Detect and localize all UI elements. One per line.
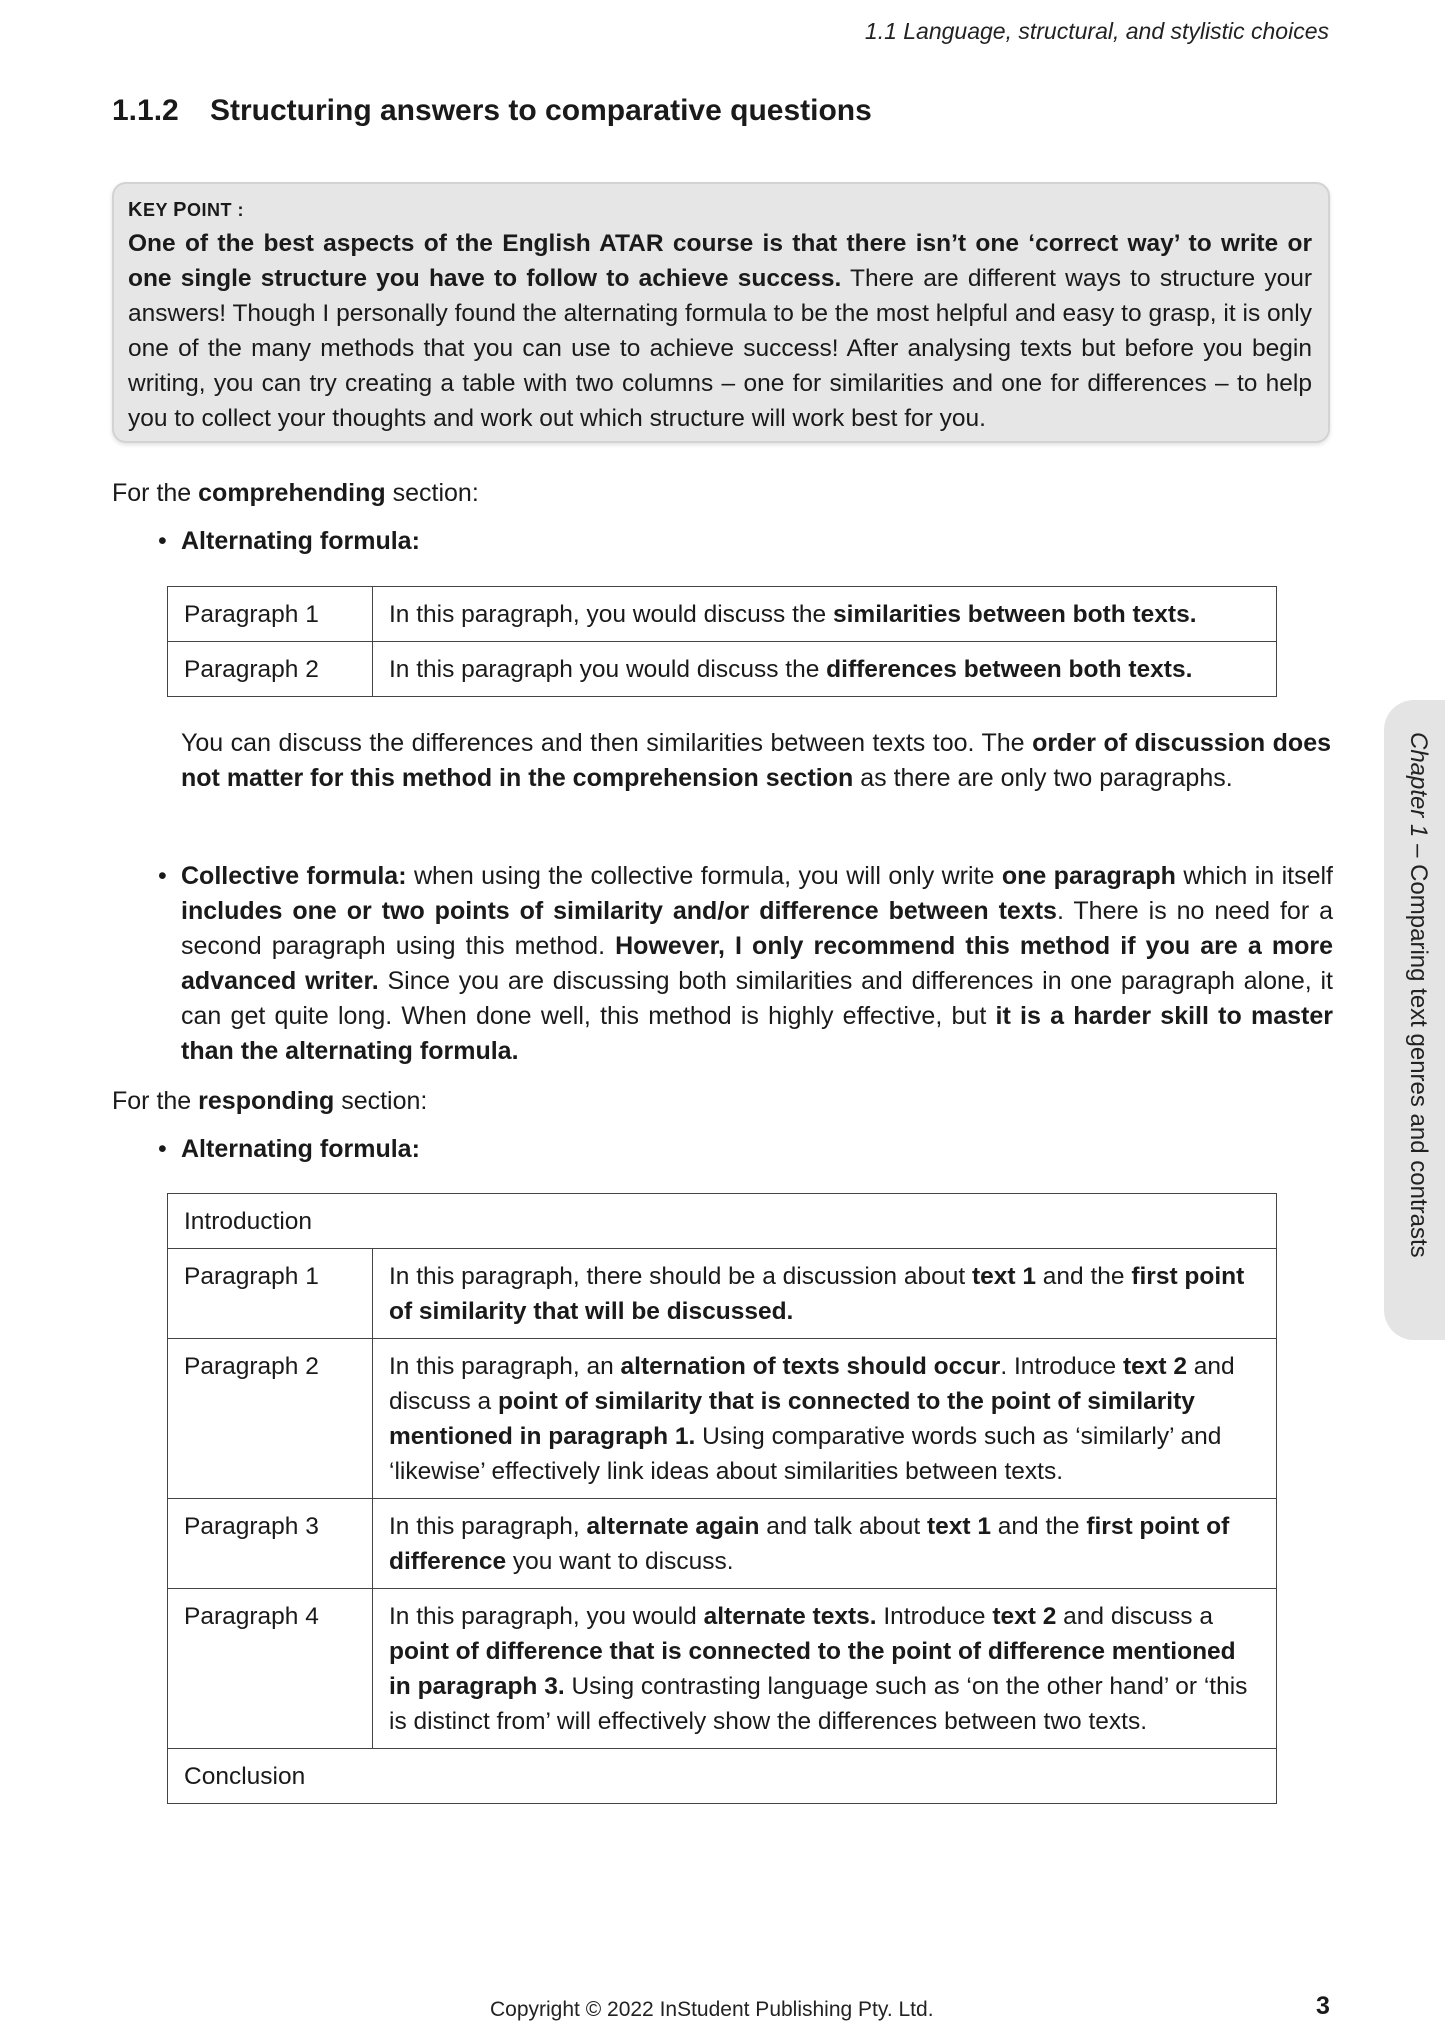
table-cell-label: Paragraph 4: [168, 1589, 373, 1749]
table-cell-introduction: Introduction: [168, 1194, 1277, 1249]
table-cell-text: In this paragraph, alternate again and talk about text 1 and the first point of difference you want to discuss.: [373, 1499, 1277, 1589]
responding-intro: For the responding section:: [112, 1087, 428, 1115]
comprehending-table: [167, 586, 1277, 697]
table-row: [168, 1249, 1277, 1339]
running-header: 1.1 Language, structural, and stylistic choices: [864, 18, 1329, 44]
table-row: [168, 1194, 1277, 1249]
table-cell-text: In this paragraph, you would discuss the similarities between both texts.: [373, 587, 1277, 642]
section-title: Structuring answers to comparative questions: [210, 94, 872, 127]
footer-copyright: Copyright © 2022 InStudent Publishing Pty. Ltd.: [490, 1998, 934, 2021]
table-row: [168, 1749, 1277, 1804]
order-note: You can discuss the differences and then similarities between texts too. The order of discussion does not matter for this method in the comprehension section as there are only two paragraphs.: [181, 729, 1332, 792]
table-cell-label: Paragraph 3: [168, 1499, 373, 1589]
table-cell-text: In this paragraph you would discuss the differences between both texts.: [373, 642, 1277, 697]
key-point-text: One of the best aspects of the English ATAR course is that there isn’t one ‘correct way’ to write or one single structure you have to follow to achieve success. There are different ways to structure your answers! Though I personally found the alternating formula to be the most helpful and easy to grasp, it is only one of the many methods that you can use to achieve success! After analysing texts but before you begin writing, you can try creating a table with two columns – one for similarities and one for differences – to help you to collect your thoughts and work out which structure will work best for you.: [128, 230, 1312, 432]
bullet-collective: • Collective formula: when using the collective formula, you will only write one paragraph which in itself includes one or two points of similarity and/or difference between texts. There is no need for a second paragraph using this method. However, I only recommend this method if you are a more advanced writer. Since you are discussing both similarities and differences in one paragraph alone, it can get quite long. When done well, this method is highly effective, but it is a harder skill to master than the alternating formula.: [160, 859, 1333, 1069]
table-cell-conclusion: Conclusion: [168, 1749, 1277, 1804]
key-point-label: KEY POINT :: [128, 199, 244, 221]
table-row: [168, 1339, 1277, 1499]
bullet-dot: •: [158, 1135, 167, 1163]
section-number: 1.1.2: [112, 94, 179, 127]
table-row: [168, 1499, 1277, 1589]
table-cell-label: Paragraph 1: [168, 587, 373, 642]
bullet-alternating-comprehending: • Alternating formula:: [160, 524, 420, 559]
table-cell-text: In this paragraph, there should be a discussion about text 1 and the first point of similarity that will be discussed.: [373, 1249, 1277, 1339]
table-cell-text: In this paragraph, an alternation of texts should occur. Introduce text 2 and discuss a point of similarity that is connected to the point of similarity mentioned in paragraph 1. Using comparative words such as ‘similarly’ and ‘likewise’ effectively link ideas about similarities between texts.: [373, 1339, 1277, 1499]
table-row: [168, 1589, 1277, 1749]
comprehending-intro: For the comprehending section:: [112, 479, 479, 507]
table-cell-label: Paragraph 2: [168, 642, 373, 697]
table-row: [168, 587, 1277, 642]
table-cell-label: Paragraph 2: [168, 1339, 373, 1499]
bullet-dot: •: [158, 862, 167, 890]
table-row: [168, 642, 1277, 697]
table-cell-label: Paragraph 1: [168, 1249, 373, 1339]
section-heading: [112, 94, 872, 128]
key-point-box: [112, 182, 1330, 443]
bullet-alternating-responding: • Alternating formula:: [160, 1132, 420, 1167]
page-number: 3: [1316, 1992, 1330, 2020]
responding-table: [167, 1193, 1277, 1804]
table-cell-text: In this paragraph, you would alternate texts. Introduce text 2 and discuss a point of difference that is connected to the point of difference mentioned in paragraph 3. Using contrasting language such as ‘on the other hand’ or ‘this is distinct from’ will effectively show the differences between two texts.: [373, 1589, 1277, 1749]
chapter-side-tab-label: Chapter 1 – Comparing text genres and contrasts: [1405, 732, 1432, 1258]
bullet-dot: •: [158, 527, 167, 555]
